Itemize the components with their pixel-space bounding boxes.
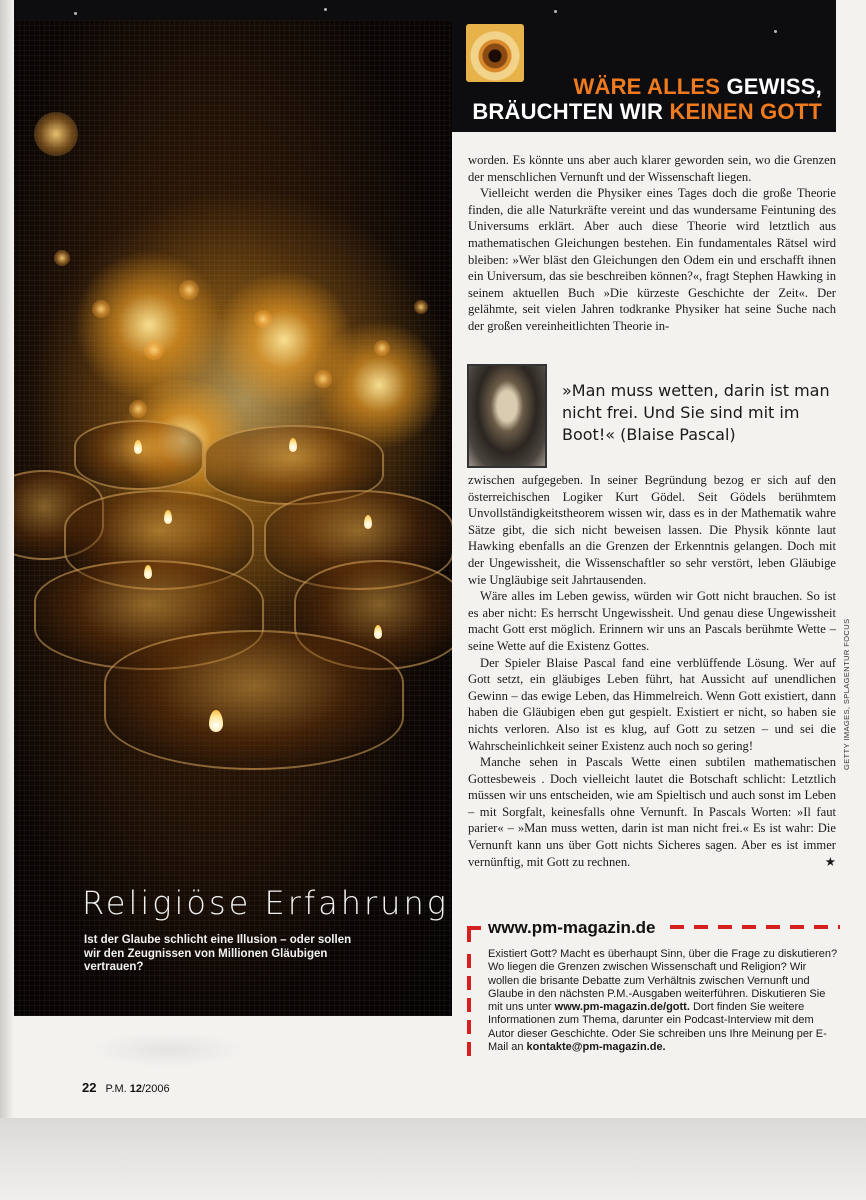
page-footer: [82, 1080, 170, 1095]
body-text-top: [468, 152, 836, 335]
paragraph: Vielleicht werden die Physiker eines Tages doch die große Theorie finden, die alle Naturkräfte vereint und das wundersame Feintuning des Universums erklärt. Aber auch diese Theorie wird letztlich aus mathematischen Gleichungen bestehen. Ein fundamentales Rätsel wird bleiben: »Wer bläst den Gleichungen den Odem ein und erschafft ihnen ein Universum, das sie beschreiben können?«, fragt Stephen Hawking in seinem aktuellen Buch »Die kürzeste Geschichte der Zeit«. Der gelähmte, seit vielen Jahren todkranke Physiker hat seine Suche nach der großen vereinheitlichten Theorie in-: [468, 186, 836, 333]
paragraph: Der Spieler Blaise Pascal fand eine verblüffende Lösung. Wer auf Gott setzt, ein gläubiges Leben führt, hat Aussicht auf unendlichen Gewinn – das ewige Leben, das Himmelreich. Wenn Gott existiert, dann haben die Gläubigen eben gut gespielt. Existiert er nicht, so haben sie nichts verloren. Also ist es klug, auf Gott zu setzen – und sei die Wahrscheinlichkeit seiner Existenz auch noch so gering!: [468, 655, 836, 753]
page-number: 22: [82, 1080, 97, 1095]
page-edge: [0, 0, 14, 1118]
issue-number: 12: [129, 1083, 143, 1095]
infobox-copy: Existiert Gott? Macht es überhaupt Sinn, über die Frage zu diskutieren? Wo liegen die Grenzen zwischen Wissenschaft und Religion? Wir wollen die brisante Debatte zum Verhältnis zwischen Vernunft und Glaube in den nächsten P.M.-Ausgaben weiterführen. Diskutieren Sie mit uns unter: [488, 948, 838, 1014]
email-link[interactable]: kontakte@pm-magazin.de.: [526, 1041, 666, 1054]
scan-background: [0, 1118, 866, 1200]
body-text-bottom: [468, 472, 836, 870]
issue-year: /2006: [142, 1083, 170, 1095]
infobox-copy: Dort finden Sie weitere Informationen zum Thema, darunter ein Podcast-Interview mit dem Autor dieser Geschichte. Oder Sie schreiben uns Ihre Meinung per E-Mail an: [488, 1001, 827, 1054]
box-corner: [467, 926, 471, 942]
photo-credit: GETTY IMAGES, SPLAGENTUR FOCUS: [842, 618, 851, 770]
dashed-border: [467, 946, 471, 1056]
magazine-name: P.M.: [105, 1083, 127, 1095]
paragraph: [468, 754, 836, 870]
paragraph: Wäre alles im Leben gewiss, würden wir Gott nicht brauchen. So ist es aber nicht: Es herrscht Ungewissheit. Und genau diese Ungewissheit macht Gott erst möglich. Erinnern wir uns an Pascals berühmte Wette – seine Wette auf die Existenz Gottes.: [468, 589, 836, 653]
headline-part: WÄRE ALLES: [573, 74, 721, 99]
end-star-icon: ★: [824, 854, 836, 869]
headline-part: GEWISS,: [726, 74, 822, 99]
faded-watermark: [88, 1032, 248, 1068]
headline-part: KEINEN GOTT: [669, 99, 822, 124]
headline-part: BRÄUCHTEN WIR: [472, 99, 664, 124]
candles-photo: [14, 20, 452, 1016]
paragraph: zwischen aufgegeben. In seiner Begründung bezog er sich auf den österreichischen Logiker Kurt Gödel. Seit Gödels berühmtem Unvollständigkeitstheorem wissen wir, dass es in der Mathematik wahre Sätze gibt, die sich nicht beweisen lassen. Die Physik könnte laut Hawking ebenfalls an die Grenzen der Erkenntnis gelangen. Doch mit der Ungewissheit, die Wissenschaftler so sehr verstört, leben Gläubige wie Ungläubige seit Jahrtausenden.: [468, 473, 836, 587]
pascal-portrait: [467, 364, 547, 468]
photo-subtitle: Ist der Glaube schlicht eine Illusion – oder sollen wir den Zeugnissen von Millionen Gläubigen vertrauen?: [84, 934, 352, 973]
photo-title: Religiöse Erfahrung: [82, 884, 449, 922]
paragraph: worden. Es könnte uns aber auch klarer geworden sein, wo die Grenzen der menschlichen Vernunft und der Wissenschaft liegen.: [468, 153, 836, 184]
pull-quote: »Man muss wetten, darin ist man nicht frei. Und Sie sind mit im Boot!« (Blaise Pascal): [562, 381, 830, 444]
article-headline: [470, 74, 822, 124]
website-link[interactable]: www.pm-magazin.de: [488, 918, 656, 937]
gott-link[interactable]: www.pm-magazin.de/gott.: [554, 1001, 690, 1014]
paragraph-text: Manche sehen in Pascals Wette einen subtilen mathematischen Gottesbeweis . Doch vielleicht lautet die Botschaft schlicht: Letztlich müssen wir uns entscheiden, wie am Spieltisch und auch sonst im Leben – mit Sorgfalt, keinesfalls ohne Vernunft. In Pascals Worten: »Il faut parier« – »Man muss wetten, darin ist man nicht frei.« Es ist wahr: Die Vernunft kann uns über Gott nichts Sicheres sagen. Aber es ist immer vernünftig, mit Gott zu rechnen.: [468, 755, 836, 869]
dashed-divider: [670, 925, 840, 929]
infobox-text: [488, 948, 838, 1054]
